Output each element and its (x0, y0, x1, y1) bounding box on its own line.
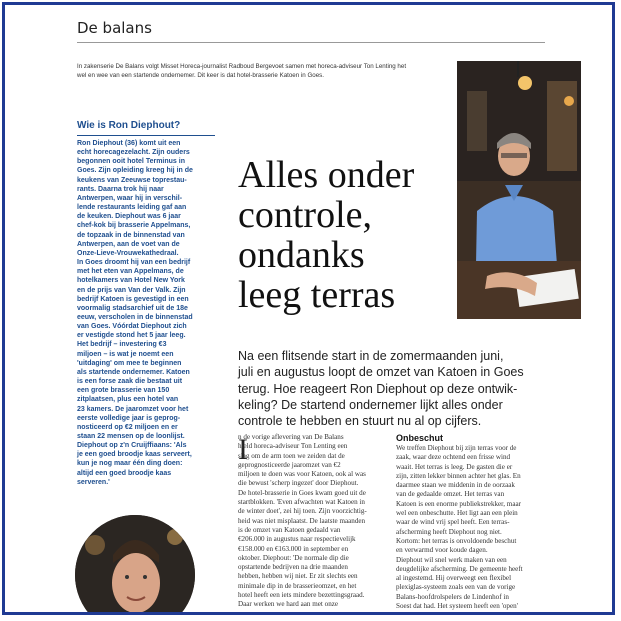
portrait-photo-round (75, 515, 195, 615)
article-column-2-body: We treffen Diephout bij zijn terras voor de zaak, waar deze ochtend een frisse wind waait. Het terras is leeg. De gasten die er zijn, zitten lekker binnen achter het glas. En daarmee staan we middenin in de oorzaak van de gedaalde omzet. Het terras van Katoen is een enorme publiekstrekker, maar wel een onbeschutte. Het ligt aan een plein waar de wind vrij spel heeft. Een terras- afscherming heeft Diephout nog niet. Kortom: het terras is onvoldoende beschut en verwarmd voor koude dagen. Diephout wil snel werk maken van een deugdelijke afscherming. De gemeente heeft al ingestemd. Hij overweegt een flexibel plexiglas-systeem zoals een van de vorige Balans-hoofdrolspelers de Lindenhof in Soest dat had. Het systeem heeft een 'open' (396, 444, 523, 611)
page-frame (2, 2, 615, 615)
sidebar-rule (77, 135, 215, 136)
section-title: De balans (77, 19, 152, 37)
drop-cap: I (238, 433, 248, 466)
header-rule (77, 42, 545, 43)
headline: Alles onder controle, ondanks leeg terras (238, 154, 415, 316)
portrait-photo-main (457, 61, 581, 319)
sidebar-body: Ron Diephout (36) komt uit een echt horecagezelacht. Zijn ouders begonnen ooit hotel Terminus in Goes. Zijn opleiding kreeg hij in de keukens van Zeeuwse toprestau- rants. Daarna trok hij naar Antwerpen, waar hij in verschil- lende restaurants leiding gaf aan de keuken. Diephout was 6 jaar chef-kok bij brasserie Appelmans, de topzaak in de binnenstad van Antwerpen, aan de voet van de Onze-Lieve-Vrouwekathedraal. In Goes droomt hij van een bedrijf met het eten van Appelmans, de hotelkamers van Hotel New York en de prijs van Van der Valk. Zijn bedrijf Katoen is gevestigd in een voormalig stadsarchief uit de 18e eeuw, verscholen in de binnenstad van Goes. Vóórdat Diephout zich er vestigde stond het 5 jaar leeg. Het bedrijf – investering €3 miljoen – is wat je noemt een 'uitdaging' om mee te beginnen als startende ondernemer. Katoen is een forse zaak die bestaat uit een grote brasserie van 150 zitplaatsen, plus een hotel van 23 kamers. De jaaromzet voor het eerste volledige jaar is geprog- nosticeerd op €2 miljoen en er staan 22 mensen op de loonlijst. Diephout op z'n Cruijffiaans: 'Als je een goed broodje kaas serveert, kun je nog maar één ding doen: altijd een goed broodje kaas serveren.' (77, 140, 193, 486)
subheading-onbeschut: Onbeschut (396, 433, 444, 443)
article-column-2 (396, 433, 574, 611)
sidebar-title: Wie is Ron Diephout? (77, 120, 181, 131)
article-column-1: n de vorige aflevering van De Balans hield horeca-adviseur Ton Lenting een slag om de arm toen we zeiden dat de geprognosticeerde jaaromzet van €2 miljoen te doen was voor Katoen, ook al was die bewust 'scherp ingezet' door Diephout. De hotel-brasserie in Goes kwam goed uit de startblokken. 'Even afwachten wat Katoen in de winter doet', zei hij toen. Zijn voorzichtig- heid was niet misplaatst. De laatste maanden is de omzet van Katoen gedaald van €206.000 in augustus naar respectievelijk €158.000 en €163.000 in september en oktober. Diephout: 'De normale dip die opstartende bedrijven na drie maanden hebben, hebben wij niet. Er zit slechts een minimale dip in de brasserieomzet, en het hotel heeft een iets mindere bezettingsgraad. Daar werken we hard aan met onze (238, 433, 367, 609)
intro-text: In zakenserie De Balans volgt Misset Horeca-journalist Radboud Bergevoet samen met horeca-adviseur Ton Lenting het wel en wee van een startende ondernemer. Dit keer is dat hotel-brasserie Katoen in Goes. (77, 63, 407, 79)
lede-paragraph: Na een flitsende start in de zomermaanden juni, juli en augustus loopt de omzet van Katoen in Goes terug. Hoe reageert Ron Diephout op deze ontwik- keling? De startend ondernemer lijkt alles onder controle te hebben en stuurt nu al op cijfers. (238, 349, 524, 429)
